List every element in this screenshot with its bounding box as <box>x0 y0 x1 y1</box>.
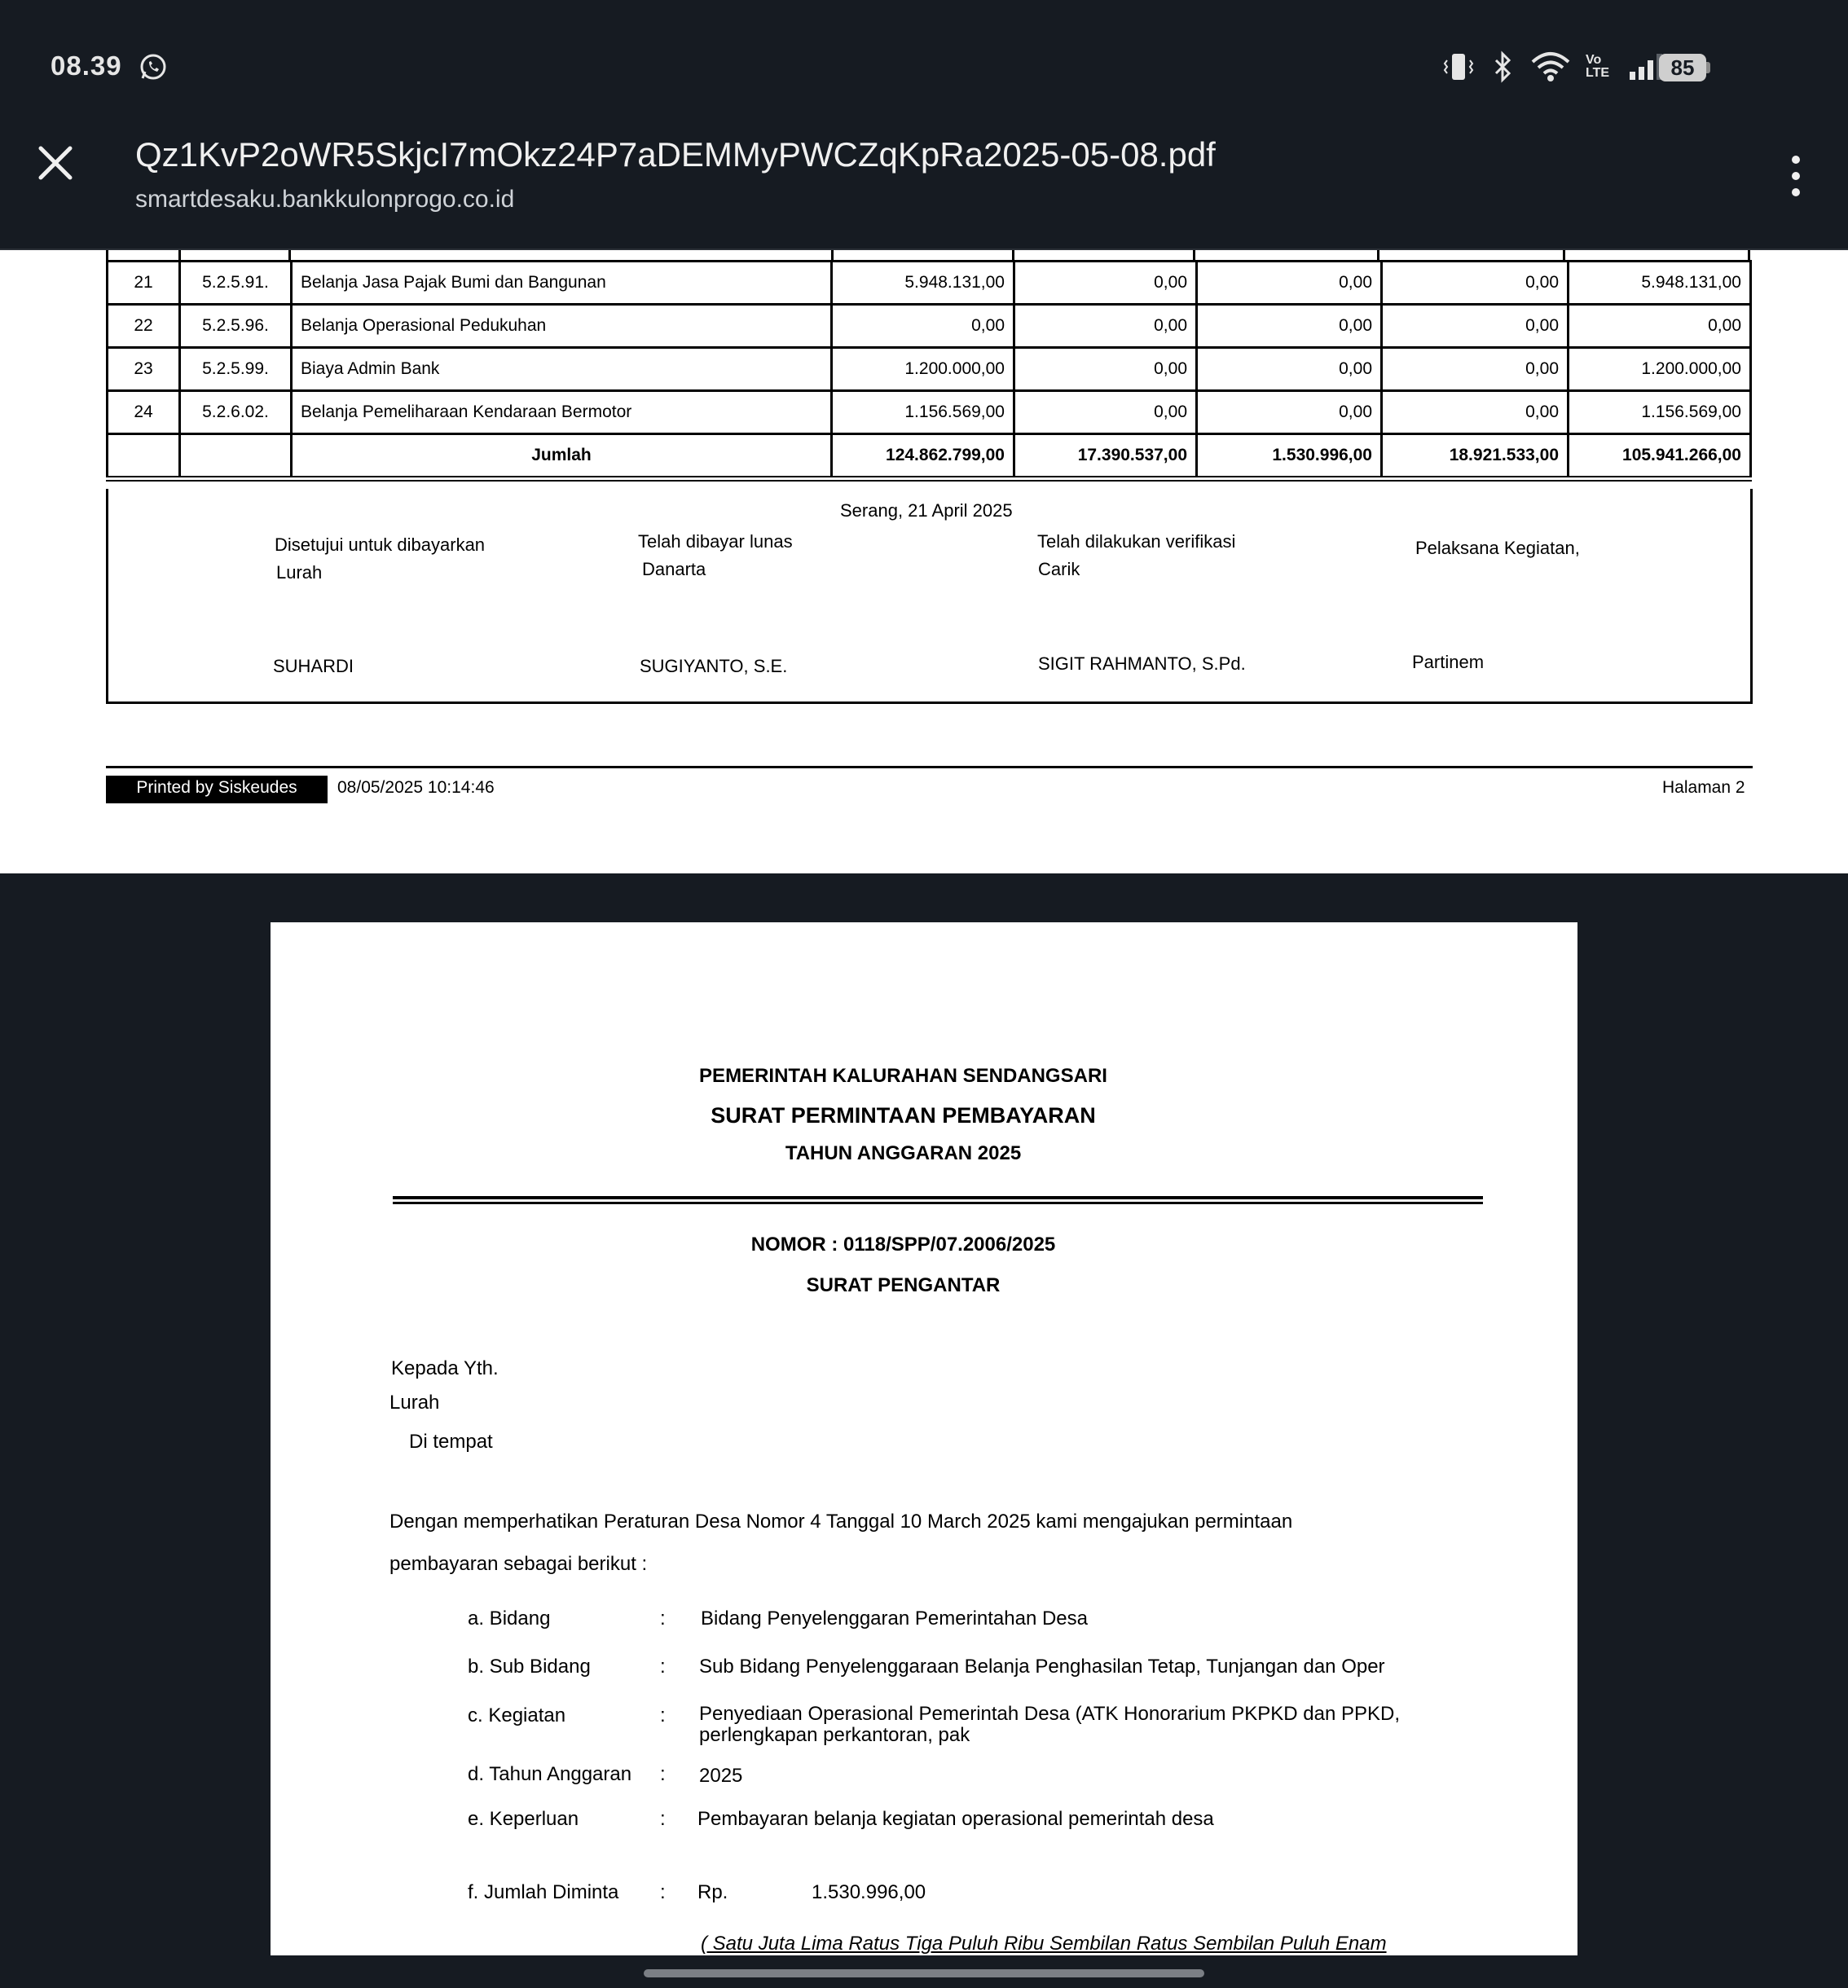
signer-name: SUHARDI <box>273 656 354 676</box>
cut-line <box>288 250 291 260</box>
cut-line <box>178 250 181 260</box>
cut-line <box>1563 250 1565 260</box>
amount-cell: 0,00 <box>1014 262 1197 305</box>
signer-name: SUGIYANTO, S.E. <box>640 656 788 676</box>
account-name: Belanja Jasa Pajak Bumi dan Bangunan <box>292 262 832 305</box>
document-number: NOMOR : 0118/SPP/07.2006/2025 <box>750 1234 1056 1256</box>
intro-text: pembayaran sebagai berikut : <box>389 1553 648 1575</box>
amount-cell: 0,00 <box>1382 262 1569 305</box>
amount-cell: 0,00 <box>1197 262 1382 305</box>
item-key: e. Keperluan <box>468 1808 579 1830</box>
pdf-page-2 <box>271 922 1577 1955</box>
recipient-line: Lurah <box>389 1392 440 1414</box>
amount-cell: 0,00 <box>832 305 1014 348</box>
cut-line <box>1012 250 1014 260</box>
account-name: Belanja Pemeliharaan Kendaraan Bermotor <box>292 391 832 434</box>
total-empty-cell <box>180 434 292 479</box>
whatsapp-icon <box>139 52 168 81</box>
footer-rule <box>106 766 1753 768</box>
item-key: c. Kegiatan <box>468 1704 566 1726</box>
signer-role: Carik <box>1038 559 1080 579</box>
row-number: 24 <box>108 391 180 434</box>
item-separator: : <box>660 1656 666 1678</box>
wifi-icon <box>1530 51 1571 83</box>
amount-cell: 0,00 <box>1382 305 1569 348</box>
gesture-handle[interactable] <box>644 1969 1204 1977</box>
pdf-page-1 <box>0 250 1848 873</box>
printed-date: 08/05/2025 10:14:46 <box>337 778 495 797</box>
amount-cell: 0,00 <box>1014 305 1197 348</box>
item-value: Rp. <box>697 1881 728 1903</box>
item-key: f. Jumlah Diminta <box>468 1881 619 1903</box>
item-separator: : <box>660 1763 666 1785</box>
amount-cell: 5.948.131,00 <box>832 262 1014 305</box>
cut-line <box>1377 250 1379 260</box>
table-row <box>108 348 1751 391</box>
cut-line <box>831 250 834 260</box>
total-row <box>108 434 1751 479</box>
item-value: Sub Bidang Penyelenggaraan Belanja Penghasilan Tetap, Tunjangan dan Oper <box>699 1656 1385 1678</box>
document-subtitle: SURAT PENGANTAR <box>806 1274 1001 1296</box>
item-key: b. Sub Bidang <box>468 1656 591 1678</box>
budget-table <box>106 260 1752 482</box>
document-title: Qz1KvP2oWR5SkjcI7mOkz24P7aDEMMyPWCZqKpRa2025-05-08.pdf <box>135 135 1216 174</box>
item-value: 2025 <box>699 1765 743 1787</box>
account-name: Belanja Operasional Pedukuhan <box>292 305 832 348</box>
item-value-cont: perlengkapan perkantoran, pak <box>699 1724 970 1746</box>
intro-text: Dengan memperhatikan Peraturan Desa Nomor 4 Tanggal 10 March 2025 kami mengajukan permintaan <box>389 1511 1293 1533</box>
item-key: d. Tahun Anggaran <box>468 1763 632 1785</box>
account-name: Biaya Admin Bank <box>292 348 832 391</box>
table-row <box>108 305 1751 348</box>
amount-cell: 1.200.000,00 <box>832 348 1014 391</box>
total-amount: 17.390.537,00 <box>1014 434 1197 479</box>
page-number: Halaman 2 <box>1662 778 1745 797</box>
amount-cell: 0,00 <box>1197 305 1382 348</box>
total-amount: 18.921.533,00 <box>1382 434 1569 479</box>
requested-amount: 1.530.996,00 <box>812 1881 926 1903</box>
fiscal-year: TAHUN ANGGARAN 2025 <box>785 1142 1022 1164</box>
recipient-line: Kepada Yth. <box>391 1357 499 1379</box>
amount-cell: 5.948.131,00 <box>1569 262 1751 305</box>
signature-block <box>106 489 1753 704</box>
volte-icon: Vo LTE <box>1586 53 1610 80</box>
printed-by-label: Printed by Siskeudes <box>106 776 328 803</box>
account-code: 5.2.5.99. <box>180 348 292 391</box>
header-double-rule <box>393 1196 1483 1204</box>
item-separator: : <box>660 1808 666 1830</box>
amount-cell: 0,00 <box>1014 391 1197 434</box>
total-amount: 1.530.996,00 <box>1197 434 1382 479</box>
signer-heading: Disetujui untuk dibayarkan <box>275 534 486 555</box>
document-url: smartdesaku.bankkulonprogo.co.id <box>135 186 515 213</box>
row-number: 21 <box>108 262 180 305</box>
government-name: PEMERINTAH KALURAHAN SENDANGSARI <box>699 1065 1107 1087</box>
status-time: 08.39 <box>51 51 122 81</box>
amount-cell: 1.156.569,00 <box>1569 391 1751 434</box>
amount-cell: 1.156.569,00 <box>832 391 1014 434</box>
amount-cell: 0,00 <box>1382 391 1569 434</box>
amount-cell: 0,00 <box>1197 391 1382 434</box>
signer-role: Danarta <box>642 559 706 579</box>
item-separator: : <box>660 1608 666 1630</box>
close-icon[interactable] <box>33 140 78 186</box>
total-label: Jumlah <box>292 434 832 479</box>
recipient-line: Di tempat <box>409 1431 493 1453</box>
item-separator: : <box>660 1881 666 1903</box>
amount-in-words: ( Satu Juta Lima Ratus Tiga Puluh Ribu Sembilan Ratus Sembilan Puluh Enam <box>701 1933 1387 1955</box>
amount-cell: 0,00 <box>1382 348 1569 391</box>
signer-role: Lurah <box>276 562 323 583</box>
table-row <box>108 262 1751 305</box>
document-heading: SURAT PERMINTAAN PEMBAYARAN <box>711 1103 1096 1128</box>
amount-cell: 0,00 <box>1014 348 1197 391</box>
amount-cell: 0,00 <box>1197 348 1382 391</box>
amount-cell: 1.200.000,00 <box>1569 348 1751 391</box>
cut-line <box>1193 250 1195 260</box>
account-code: 5.2.5.96. <box>180 305 292 348</box>
account-code: 5.2.6.02. <box>180 391 292 434</box>
table-row <box>108 391 1751 434</box>
total-empty-cell <box>108 434 180 479</box>
vibrate-icon <box>1442 51 1475 83</box>
row-number: 22 <box>108 305 180 348</box>
row-number: 23 <box>108 348 180 391</box>
status-icons <box>1442 51 1664 83</box>
amount-cell: 0,00 <box>1569 305 1751 348</box>
signer-name: SIGIT RAHMANTO, S.Pd. <box>1038 653 1246 674</box>
battery-icon <box>1659 54 1706 81</box>
item-value: Pembayaran belanja kegiatan operasional pemerintah desa <box>697 1808 1214 1830</box>
account-code: 5.2.5.91. <box>180 262 292 305</box>
item-key: a. Bidang <box>468 1608 551 1630</box>
signer-heading: Pelaksana Kegiatan, <box>1415 538 1580 558</box>
item-separator: : <box>660 1704 666 1726</box>
bluetooth-icon <box>1489 51 1516 83</box>
total-amount: 105.941.266,00 <box>1569 434 1751 479</box>
signer-heading: Telah dibayar lunas <box>638 531 793 552</box>
item-value: Bidang Penyelenggaran Pemerintahan Desa <box>701 1608 1088 1630</box>
battery-level: 85 <box>1670 55 1695 80</box>
item-value: Penyediaan Operasional Pemerintah Desa (ATK Honorarium PKPKD dan PPKD, <box>699 1703 1400 1725</box>
more-vert-icon[interactable] <box>1783 153 1809 199</box>
signer-heading: Telah dilakukan verifikasi <box>1037 531 1236 552</box>
place-date: Serang, 21 April 2025 <box>840 500 1013 521</box>
signer-name: Partinem <box>1412 652 1485 672</box>
table-cut-top <box>106 250 1750 260</box>
battery-tip <box>1706 62 1710 73</box>
total-amount: 124.862.799,00 <box>832 434 1014 479</box>
